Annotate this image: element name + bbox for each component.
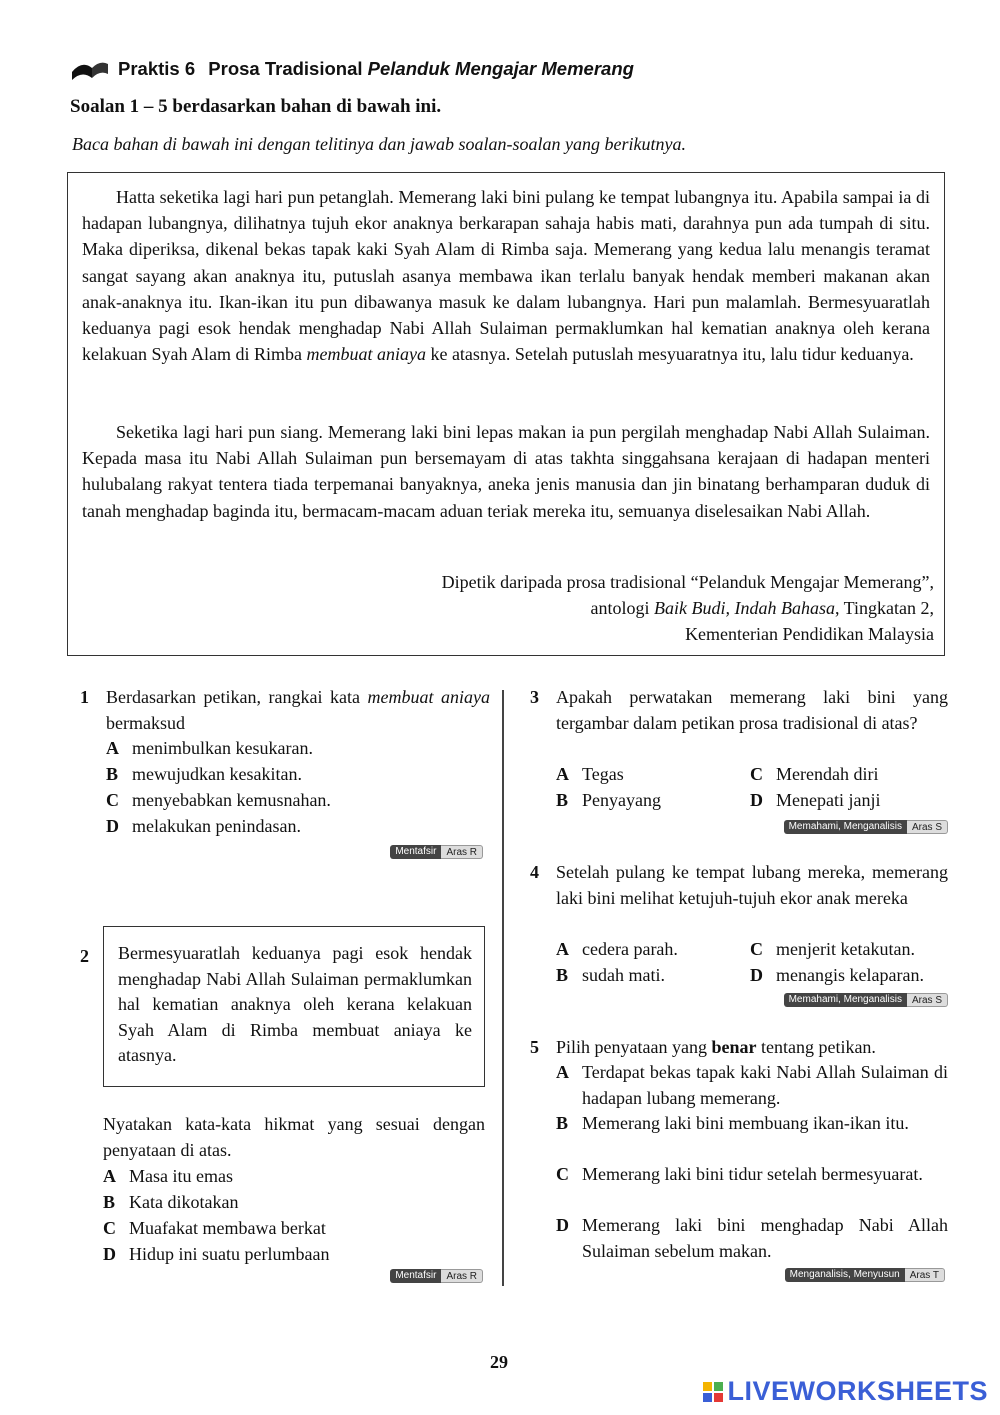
brand-grid-icon — [703, 1382, 723, 1402]
q3-skill-tag: Memahami, Menganalisis Aras S — [784, 820, 948, 834]
q5-option-b[interactable]: B Memerang laki bini membuang ikan-ikan itu. — [556, 1113, 909, 1133]
q2-option-d[interactable]: D Hidup ini suatu perlumbaan — [103, 1244, 330, 1264]
q2-skill-tag: Mentafsir Aras R — [390, 1269, 483, 1283]
q5-option-c[interactable]: C Memerang laki bini tidur setelah bermesyuarat. — [556, 1164, 923, 1184]
question-3-stem: Apakah perwatakan memerang laki bini yang tergambar dalam petikan prosa tradisional di atas? — [556, 687, 948, 733]
question-4-stem: Setelah pulang ke tempat lubang mereka, memerang laki bini melihat ketujuh-tujuh ekor anak mereka — [556, 862, 948, 908]
question-2-number: 2 — [80, 946, 89, 966]
passage-paragraph-1: Hatta seketika lagi hari pun petanglah. Memerang laki bini pulang ke tempat lubangnya itu. Apabila sampai ia di hadapan lubangnya, dilihatnya tujuh ekor anaknya berkarapan sahaja habis mati, darahnya pun ada tumpah di situ. Maka diperiksa, dikenal bekas tapak kaki Syah Alam di Rimba saja. Memerang yang kedua lalu menangis teramat sangat sayang akan anaknya itu, putuslah asanya membawa ikan terlalu banyak hendak memberi makanan akan anak-anaknya itu. Ikan-ikan itu pun dibawanya masuk ke dalam lubangnya. Hari pun malamlah. Bermesyuaratlah keduanya pagi esok hendak menghadap Nabi Allah Sulaiman permaklumkan hal kematian anaknya oleh kerana kelakuan Syah Alam di Rimba membuat aniaya ke atasnya. Setelah putuslah mesyuaratnya itu, lalu tidur keduanya. — [82, 187, 930, 365]
q4-option-a[interactable]: A cedera parah. — [556, 939, 678, 959]
q1-option-c[interactable]: C menyebabkan kemusnahan. — [106, 790, 331, 810]
page-number: 29 — [490, 1352, 508, 1372]
passage-paragraph-2: Seketika lagi hari pun siang. Memerang laki bini lepas makan ia pun pergilah menghadap Nabi Allah Sulaiman. Kepada masa itu Nabi Allah Sulaiman pun bersemayam di atas takhta singgahsana kerajaan di hadapan menteri hulubalang rakyat tentera tiada terpemanai banyaknya, aneka jenis manusia dan jin binatang berhamparan duduk di tanah menghadap baginda itu, bermacam-macam aduan teriak mereka itu, semuanya diselesaikan Nabi Allah. — [82, 422, 930, 521]
q5-skill-tag: Menganalisis, Menyusun Aras T — [785, 1268, 945, 1282]
liveworksheets-logo: LIVEWORKSHEETS — [703, 1376, 988, 1407]
q1-skill-tag: Mentafsir Aras R — [390, 845, 483, 859]
q3-option-c[interactable]: C Merendah diri — [750, 764, 879, 784]
q2-option-a[interactable]: A Masa itu emas — [103, 1166, 233, 1186]
question-2-quote-box: Bermesyuaratlah keduanya pagi esok hendak menghadap Nabi Allah Sulaiman permaklumkan hal kematian anaknya oleh kerana kelakuan Syah Alam di Rimba membuat aniaya ke atasnya. — [103, 926, 485, 1087]
passage-source: Dipetik daripada prosa tradisional “Pelanduk Mengajar Memerang”, antologi Baik Budi, Indah Bahasa, Tingkatan 2, Kementerian Pendidikan Malaysia — [441, 572, 934, 644]
q5-option-a[interactable]: A Terdapat bekas tapak kaki Nabi Allah Sulaiman di hadapan lubang memerang. — [556, 1062, 948, 1108]
q3-option-a[interactable]: A Tegas — [556, 764, 624, 784]
q5-option-d[interactable]: D Memerang laki bini menghadap Nabi Allah Sulaiman sebelum makan. — [556, 1215, 948, 1261]
q1-option-d[interactable]: D melakukan penindasan. — [106, 816, 301, 836]
q3-option-d[interactable]: D Menepati janji — [750, 790, 881, 810]
passage-box — [67, 172, 945, 656]
section-title: Praktis 6 Prosa Tradisional Pelanduk Mengajar Memerang — [118, 58, 634, 79]
book-icon — [70, 56, 110, 82]
q4-option-b[interactable]: B sudah mati. — [556, 965, 665, 985]
q4-option-d[interactable]: D menangis kelaparan. — [750, 965, 924, 985]
column-divider — [502, 690, 504, 1286]
q4-skill-tag: Memahami, Menganalisis Aras S — [784, 993, 948, 1007]
question-range-heading: Soalan 1 – 5 berdasarkan bahan di bawah ini. — [70, 96, 442, 117]
q4-option-c[interactable]: C menjerit ketakutan. — [750, 939, 915, 959]
question-1-stem: Berdasarkan petikan, rangkai kata membuat aniaya bermaksud — [106, 687, 491, 733]
q1-option-a[interactable]: A menimbulkan kesukaran. — [106, 738, 313, 758]
instruction-text: Baca bahan di bawah ini dengan telitinya dan jawab soalan-soalan yang berikutnya. — [72, 134, 686, 154]
q2-option-c[interactable]: C Muafakat membawa berkat — [103, 1218, 326, 1238]
question-5-stem: Pilih penyataan yang benar tentang petikan. — [556, 1037, 876, 1057]
q2-option-b[interactable]: B Kata dikotakan — [103, 1192, 239, 1212]
question-2-stem: Nyatakan kata-kata hikmat yang sesuai dengan penyataan di atas. — [103, 1114, 485, 1160]
section-header — [70, 56, 634, 82]
q3-option-b[interactable]: B Penyayang — [556, 790, 661, 810]
q1-option-b[interactable]: B mewujudkan kesakitan. — [106, 764, 302, 784]
